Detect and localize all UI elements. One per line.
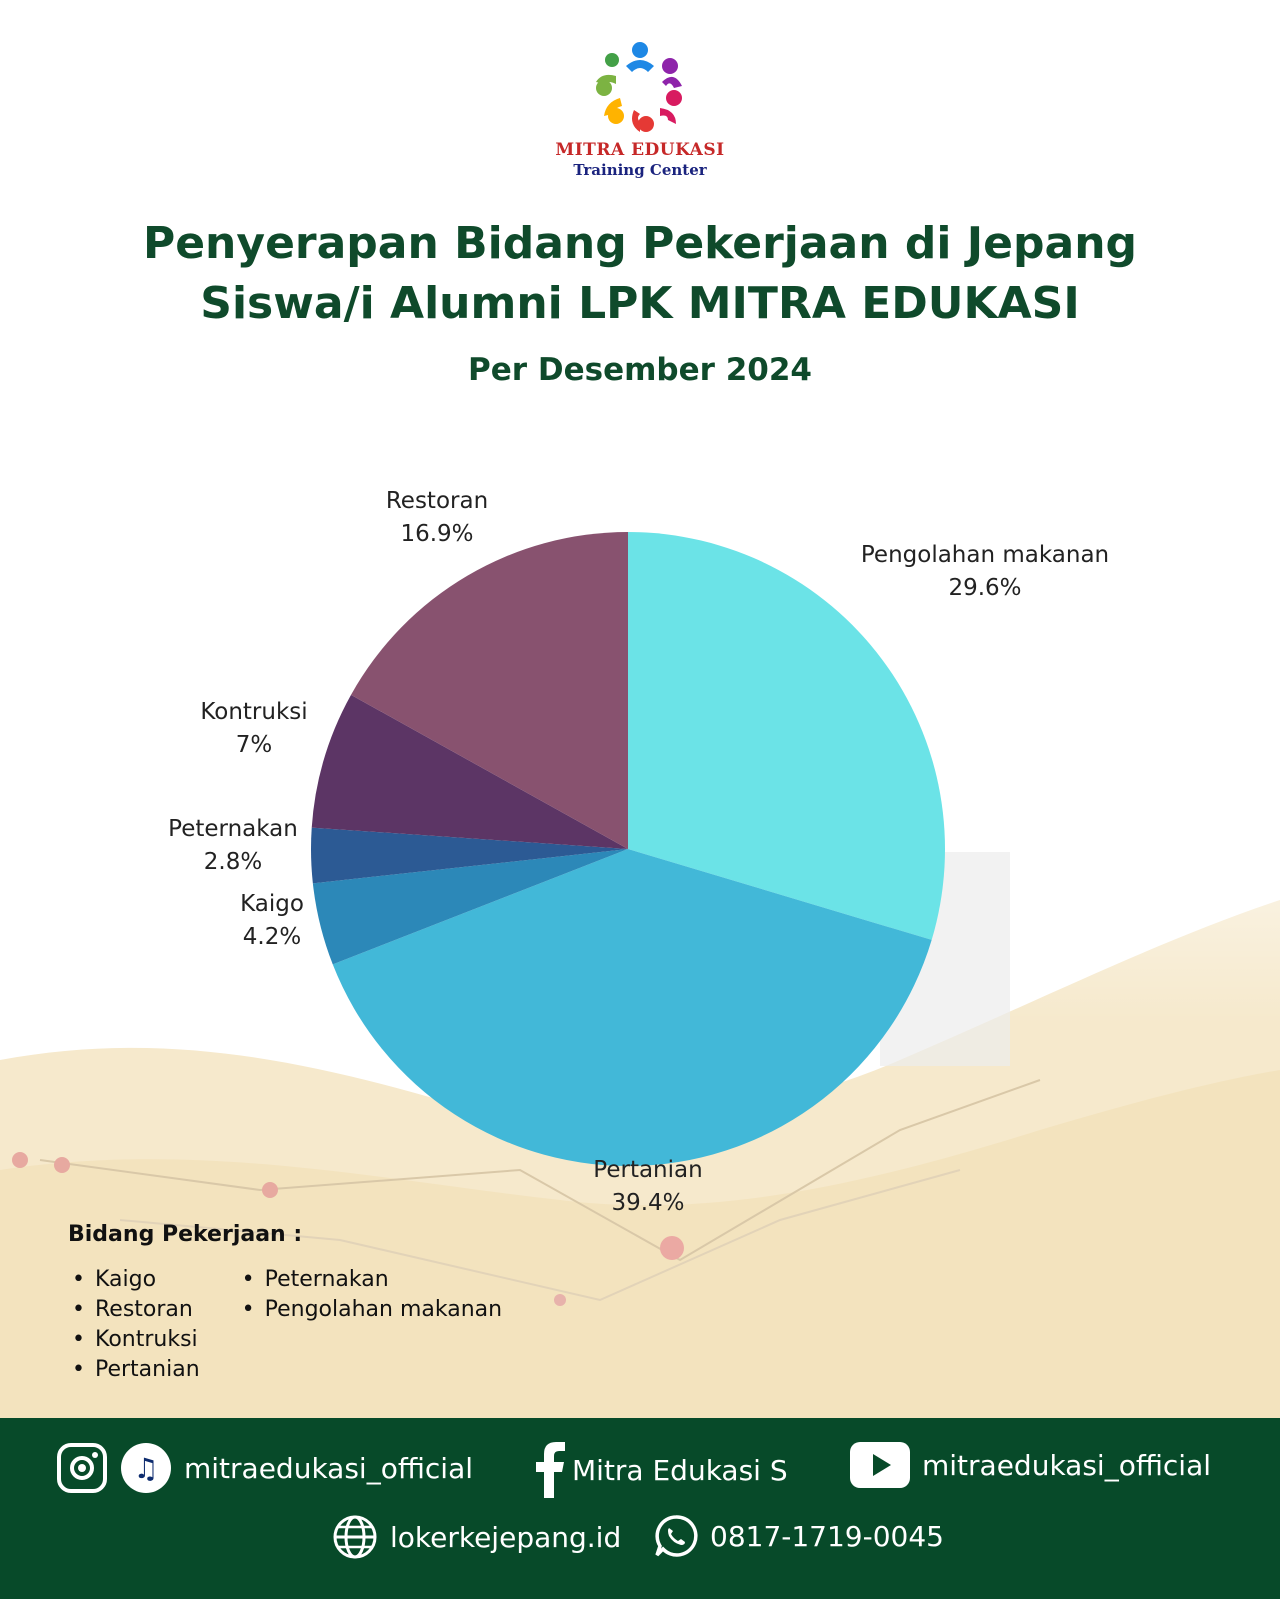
legend-title: Bidang Pekerjaan :: [68, 1222, 303, 1247]
slice-label: Pengolahan makanan: [860, 542, 1110, 568]
facebook-icon: [534, 1442, 566, 1498]
title-line-2: Siswa/i Alumni LPK MITRA EDUKASI: [200, 278, 1080, 329]
legend-item: • Kaigo: [68, 1265, 200, 1295]
legend-item: • Restoran: [68, 1295, 200, 1325]
slice-label: Pertanian: [593, 1157, 703, 1183]
website-url: lokerkejepang.id: [390, 1520, 622, 1554]
website-link[interactable]: [332, 1514, 621, 1560]
brand-logo: [0, 36, 1280, 179]
instagram-handle: mitraedukasi_official: [184, 1451, 474, 1485]
slice-value-label: 39.4%: [611, 1190, 685, 1216]
legend: [68, 1222, 502, 1385]
instagram-tiktok-link[interactable]: [56, 1442, 473, 1494]
slice-label: Kontruksi: [200, 699, 308, 725]
facebook-link[interactable]: [534, 1442, 788, 1498]
title-line-1: Penyerapan Bidang Pekerjaan di Jepang: [142, 218, 1138, 269]
whatsapp-number: 0817-1719-0045: [710, 1519, 944, 1553]
instagram-icon: [56, 1442, 108, 1494]
slice-value-label: 4.2%: [242, 924, 302, 950]
people-circle-logo-icon: [590, 36, 690, 136]
slice-label: Kaigo: [240, 891, 304, 917]
slice-label: Restoran: [385, 488, 489, 514]
brand-tagline: Training Center: [573, 161, 707, 179]
page-subtitle: Per Desember 2024: [468, 352, 812, 388]
legend-column-2: [238, 1265, 502, 1385]
legend-item: • Pengolahan makanan: [238, 1295, 502, 1325]
legend-item: • Peternakan: [238, 1265, 502, 1295]
brand-name: MITRA EDUKASI: [555, 140, 725, 160]
pie-chart-svg: [0, 470, 1280, 1230]
page-title: [0, 214, 1280, 334]
youtube-icon: [850, 1442, 910, 1488]
slice-label: Peternakan: [168, 816, 298, 842]
globe-icon: [332, 1514, 378, 1560]
slice-value-label: 7%: [235, 732, 273, 758]
slice-value-label: 2.8%: [203, 849, 263, 875]
facebook-name: Mitra Edukasi S: [572, 1453, 788, 1487]
tiktok-icon: [120, 1442, 172, 1494]
legend-item: • Pertanian: [68, 1355, 200, 1385]
whatsapp-icon: [654, 1514, 698, 1558]
slice-value-label: 29.6%: [948, 575, 1022, 601]
legend-column-1: [68, 1265, 200, 1385]
legend-item: • Kontruksi: [68, 1325, 200, 1355]
pie-chart: [0, 470, 1280, 1230]
svg-text:♫: ♫: [133, 1452, 159, 1485]
pie-slices: [311, 532, 945, 1166]
footer: [0, 1418, 1280, 1599]
slice-value-label: 16.9%: [400, 521, 474, 547]
whatsapp-link[interactable]: [654, 1514, 944, 1558]
youtube-handle: mitraedukasi_official: [922, 1448, 1212, 1482]
youtube-link[interactable]: [850, 1442, 1211, 1488]
